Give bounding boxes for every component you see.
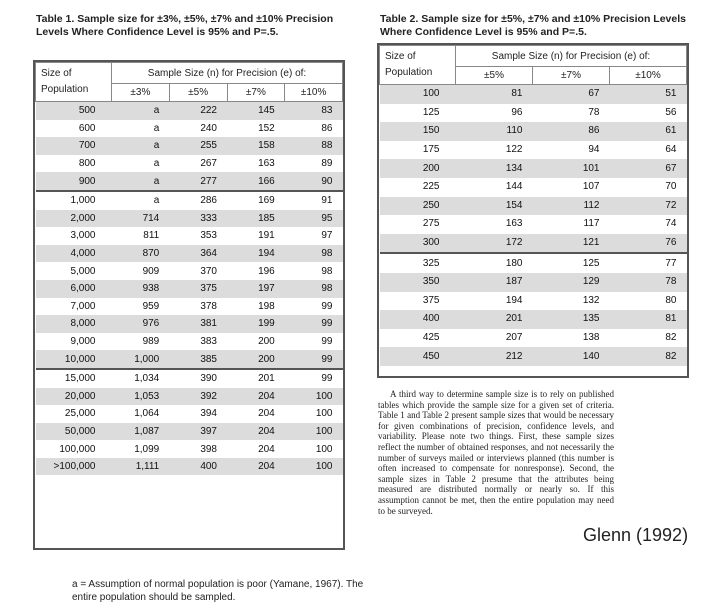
sample-size-cell: 110 xyxy=(456,122,533,141)
table1-grid xyxy=(35,62,343,475)
sample-size-cell: 378 xyxy=(200,300,217,312)
population-cell: 10,000 xyxy=(36,350,112,369)
sample-size-cell: 64 xyxy=(665,144,677,156)
sample-size-cell: 154 xyxy=(456,197,533,216)
sample-size-cell: 129 xyxy=(533,273,610,292)
population-cell: 100 xyxy=(380,85,456,104)
table-row xyxy=(380,273,687,292)
sample-size-cell: a xyxy=(112,172,170,191)
sample-size-cell: 196 xyxy=(258,265,275,277)
table-row xyxy=(36,350,343,369)
table-row xyxy=(380,215,687,234)
sample-size-cell: 100 xyxy=(285,423,343,441)
sample-size-cell: 158 xyxy=(227,137,285,155)
sample-size-cell: 76 xyxy=(610,234,687,254)
table-row xyxy=(380,234,687,254)
population-cell: 800 xyxy=(78,158,96,170)
sample-size-cell: 70 xyxy=(665,181,677,193)
sample-size-cell: 385 xyxy=(169,350,227,369)
sample-size-cell: 163 xyxy=(505,218,523,230)
sample-size-cell: 95 xyxy=(285,210,343,228)
table-row xyxy=(380,329,687,348)
sample-size-cell: 82 xyxy=(610,347,687,366)
population-cell: 350 xyxy=(380,273,456,292)
table-row xyxy=(380,253,687,273)
table1-header-group: Sample Size (n) for Precision (e) of: xyxy=(112,63,343,84)
sample-size-cell: 78 xyxy=(588,106,600,118)
table-row xyxy=(36,172,343,191)
population-cell: 15,000 xyxy=(36,369,112,388)
table2-column-header: ±10% xyxy=(610,67,687,85)
sample-size-cell: 383 xyxy=(200,336,217,348)
sample-size-cell: 811 xyxy=(143,230,160,242)
sample-size-cell: 99 xyxy=(285,315,343,333)
population-cell: 50,000 xyxy=(36,423,112,441)
sample-size-cell: 145 xyxy=(227,102,285,120)
sample-size-cell: 99 xyxy=(285,350,343,369)
sample-size-cell: 132 xyxy=(582,294,600,306)
table-row xyxy=(380,347,687,366)
sample-size-cell: 107 xyxy=(582,181,600,193)
table-row xyxy=(380,178,687,197)
sample-size-cell: 390 xyxy=(169,369,227,388)
table-row xyxy=(36,280,343,298)
sample-size-cell: 1,053 xyxy=(112,388,170,406)
sample-size-cell: a xyxy=(112,102,170,120)
sample-size-cell: 200 xyxy=(258,336,275,348)
table2-caption: Table 2. Sample size for ±5%, ±7% and ±10% Precision Levels Where Confidence Level is 95% and P=.5. xyxy=(380,13,686,38)
table-row xyxy=(36,155,343,173)
sample-size-cell: 240 xyxy=(200,122,217,134)
sample-size-cell: 134 xyxy=(456,159,533,178)
population-cell: 6,000 xyxy=(36,280,112,298)
sample-size-cell: a xyxy=(153,158,160,170)
sample-size-cell: 185 xyxy=(227,210,285,228)
sample-size-cell: 56 xyxy=(665,106,677,118)
table-row xyxy=(380,310,687,329)
population-cell: 9,000 xyxy=(70,336,96,348)
sample-size-cell: 81 xyxy=(610,310,687,329)
sample-size-cell: 101 xyxy=(533,159,610,178)
sample-size-cell: 194 xyxy=(227,245,285,263)
sample-size-cell: 99 xyxy=(285,369,343,388)
population-cell: 150 xyxy=(380,122,456,141)
table-row xyxy=(36,458,343,476)
sample-size-cell: 398 xyxy=(200,443,217,455)
sample-size-cell: 88 xyxy=(285,137,343,155)
table1-header-population: Size of Population xyxy=(36,63,112,102)
sample-size-cell: 61 xyxy=(610,122,687,141)
sample-size-cell: 938 xyxy=(112,280,170,298)
sample-size-cell: 381 xyxy=(169,315,227,333)
body-paragraph: A third way to determine sample size is to rely on published tables which provide the sample size for a given set of criteria. Table 1 and Table 2 present sample sizes that would be necessary for given combinations of precision, confidence levels, and variability. Please note two things. First, these sample sizes reflect the number of obtained responses, and not necessarily the number of surveys mailed or interviews planned (this number is often increased to compensate for nonresponse). Second, the sample sizes in Table 2 presume that the attributes being measured are distributed normally or nearly so. If this assumption cannot be met, then the entire population may need to be surveyed. xyxy=(378,389,614,516)
table1-caption: Table 1. Sample size for ±3%, ±5%, ±7% and ±10% Precision Levels Where Confidence Level is 95% and P=.5. xyxy=(36,13,334,38)
table2-grid xyxy=(379,45,687,366)
sample-size-cell: 98 xyxy=(285,245,343,263)
population-cell: 325 xyxy=(380,253,456,273)
table-row xyxy=(36,423,343,441)
table-row xyxy=(36,210,343,228)
sample-size-cell: 353 xyxy=(200,230,217,242)
sample-size-cell: 212 xyxy=(456,347,533,366)
table1 xyxy=(33,60,364,603)
sample-size-cell: 204 xyxy=(227,423,285,441)
sample-size-cell: 204 xyxy=(258,408,275,420)
table-row xyxy=(36,245,343,263)
sample-size-cell: 78 xyxy=(610,273,687,292)
population-cell: 125 xyxy=(422,106,440,118)
sample-size-cell: 267 xyxy=(200,158,217,170)
population-cell: 225 xyxy=(422,181,440,193)
sample-size-cell: 90 xyxy=(285,172,343,191)
sample-size-cell: 135 xyxy=(533,310,610,329)
sample-size-cell: 277 xyxy=(169,172,227,191)
sample-size-cell: 86 xyxy=(533,122,610,141)
sample-size-cell: 96 xyxy=(511,106,523,118)
sample-size-cell: 976 xyxy=(112,315,170,333)
table-row xyxy=(380,104,687,123)
sample-size-cell: 370 xyxy=(200,265,217,277)
sample-size-cell: 1,064 xyxy=(134,408,160,420)
table-row xyxy=(36,298,343,316)
sample-size-cell: 172 xyxy=(456,234,533,254)
table2-header-population: Size of Population xyxy=(380,46,456,85)
sample-size-cell: 100 xyxy=(315,408,333,420)
sample-size-cell: 255 xyxy=(169,137,227,155)
sample-size-cell: 204 xyxy=(227,388,285,406)
sample-size-cell: 394 xyxy=(200,408,217,420)
table-row xyxy=(36,262,343,280)
sample-size-cell: 333 xyxy=(169,210,227,228)
population-cell: 175 xyxy=(422,144,440,156)
table-row xyxy=(36,102,343,120)
sample-size-cell: 197 xyxy=(227,280,285,298)
sample-size-cell: 51 xyxy=(610,85,687,104)
sample-size-cell: 222 xyxy=(169,102,227,120)
sample-size-cell: 364 xyxy=(169,245,227,263)
sample-size-cell: 91 xyxy=(285,191,343,210)
sample-size-cell: 144 xyxy=(505,181,523,193)
sample-size-cell: a xyxy=(112,191,170,210)
sample-size-cell: 198 xyxy=(258,300,275,312)
population-cell: 700 xyxy=(36,137,112,155)
sample-size-cell: 81 xyxy=(456,85,533,104)
sample-size-cell: 77 xyxy=(610,253,687,273)
sample-size-cell: 187 xyxy=(456,273,533,292)
table-row xyxy=(36,405,343,423)
sample-size-cell: 82 xyxy=(665,332,677,344)
table-row xyxy=(380,141,687,160)
sample-size-cell: 166 xyxy=(227,172,285,191)
sample-size-cell: 194 xyxy=(505,294,523,306)
sample-size-cell: 1,034 xyxy=(112,369,170,388)
population-cell: 600 xyxy=(78,122,96,134)
sample-size-cell: 67 xyxy=(533,85,610,104)
table-row xyxy=(380,292,687,311)
citation: Glenn (1992) xyxy=(583,525,689,545)
population-cell: 7,000 xyxy=(70,300,96,312)
population-cell: 4,000 xyxy=(36,245,112,263)
population-cell: 200 xyxy=(380,159,456,178)
sample-size-cell: 121 xyxy=(533,234,610,254)
table-row xyxy=(36,388,343,406)
sample-size-cell: 1,099 xyxy=(134,443,160,455)
sample-size-cell: 1,000 xyxy=(112,350,170,369)
population-cell: 8,000 xyxy=(36,315,112,333)
sample-size-cell: 117 xyxy=(583,218,600,230)
population-cell: 2,000 xyxy=(36,210,112,228)
sample-size-cell: 959 xyxy=(142,300,160,312)
sample-size-cell: 375 xyxy=(169,280,227,298)
sample-size-cell: 207 xyxy=(505,332,523,344)
population-cell: 275 xyxy=(422,218,440,230)
sample-size-cell: 80 xyxy=(665,294,677,306)
population-cell: 5,000 xyxy=(70,265,96,277)
population-cell: 3,000 xyxy=(70,230,96,242)
sample-size-cell: 1,087 xyxy=(112,423,170,441)
sample-size-cell: 100 xyxy=(285,388,343,406)
table-row xyxy=(36,120,343,138)
population-cell: 400 xyxy=(380,310,456,329)
sample-size-cell: 67 xyxy=(610,159,687,178)
sample-size-cell: 72 xyxy=(610,197,687,216)
population-cell: 100,000 xyxy=(59,443,96,455)
table1-column-header: ±5% xyxy=(169,84,227,102)
sample-size-cell: 98 xyxy=(285,280,343,298)
population-cell: 20,000 xyxy=(36,388,112,406)
sample-size-cell: 180 xyxy=(456,253,533,273)
sample-size-cell: 163 xyxy=(258,158,275,170)
sample-size-cell: 86 xyxy=(321,122,333,134)
table2-column-header: ±5% xyxy=(456,67,533,85)
sample-size-cell: 204 xyxy=(227,458,285,476)
sample-size-cell: 94 xyxy=(588,144,600,156)
population-cell: 375 xyxy=(422,294,440,306)
sample-size-cell: 83 xyxy=(285,102,343,120)
sample-size-cell: 138 xyxy=(582,332,600,344)
table-row xyxy=(36,191,343,210)
table-row xyxy=(380,85,687,104)
table-row xyxy=(380,197,687,216)
table-row xyxy=(36,137,343,155)
table-row xyxy=(36,333,343,351)
sample-size-cell: 201 xyxy=(456,310,533,329)
table2 xyxy=(377,43,689,378)
sample-size-cell: 200 xyxy=(227,350,285,369)
population-cell: >100,000 xyxy=(36,458,112,476)
population-cell: 250 xyxy=(380,197,456,216)
table2-header-group: Sample Size (n) for Precision (e) of: xyxy=(456,46,687,67)
population-cell: 450 xyxy=(380,347,456,366)
table-row xyxy=(36,315,343,333)
sample-size-cell: 201 xyxy=(227,369,285,388)
table-row xyxy=(380,122,687,141)
sample-size-cell: 1,111 xyxy=(112,458,170,476)
sample-size-cell: 909 xyxy=(142,265,160,277)
population-cell: 425 xyxy=(422,332,440,344)
sample-size-cell: 99 xyxy=(321,300,333,312)
sample-size-cell: a xyxy=(112,137,170,155)
table2-column-header: ±7% xyxy=(533,67,610,85)
sample-size-cell: 89 xyxy=(321,158,333,170)
sample-size-cell: 100 xyxy=(315,443,333,455)
table-row xyxy=(380,159,687,178)
sample-size-cell: a xyxy=(153,122,160,134)
sample-size-cell: 870 xyxy=(112,245,170,263)
table-row xyxy=(36,227,343,245)
sample-size-cell: 169 xyxy=(227,191,285,210)
sample-size-cell: 122 xyxy=(505,144,523,156)
table1-footnote: a = Assumption of normal population is poor (Yamane, 1967). The entire population should be sampled. xyxy=(72,579,364,603)
population-cell: 25,000 xyxy=(64,408,96,420)
population-cell: 1,000 xyxy=(36,191,112,210)
sample-size-cell: 140 xyxy=(533,347,610,366)
sample-size-cell: 74 xyxy=(665,218,677,230)
sample-size-cell: 989 xyxy=(142,336,160,348)
table1-column-header: ±3% xyxy=(112,84,170,102)
sample-size-cell: 400 xyxy=(169,458,227,476)
sample-size-cell: 204 xyxy=(258,443,275,455)
table1-column-header: ±7% xyxy=(227,84,285,102)
sample-size-cell: 97 xyxy=(321,230,333,242)
sample-size-cell: 286 xyxy=(169,191,227,210)
sample-size-cell: 125 xyxy=(533,253,610,273)
sample-size-cell: 199 xyxy=(227,315,285,333)
sample-size-cell: 99 xyxy=(321,336,333,348)
population-cell: 900 xyxy=(36,172,112,191)
table-row xyxy=(36,440,343,458)
sample-size-cell: 392 xyxy=(169,388,227,406)
population-cell: 500 xyxy=(36,102,112,120)
sample-size-cell: 100 xyxy=(285,458,343,476)
sample-size-cell: 191 xyxy=(258,230,275,242)
sample-size-cell: 397 xyxy=(169,423,227,441)
table1-column-header: ±10% xyxy=(285,84,343,102)
population-cell: 300 xyxy=(380,234,456,254)
sample-size-cell: 98 xyxy=(321,265,333,277)
sample-size-cell: 152 xyxy=(258,122,275,134)
sample-size-cell: 112 xyxy=(533,197,610,216)
sample-size-cell: 714 xyxy=(112,210,170,228)
table-row xyxy=(36,369,343,388)
